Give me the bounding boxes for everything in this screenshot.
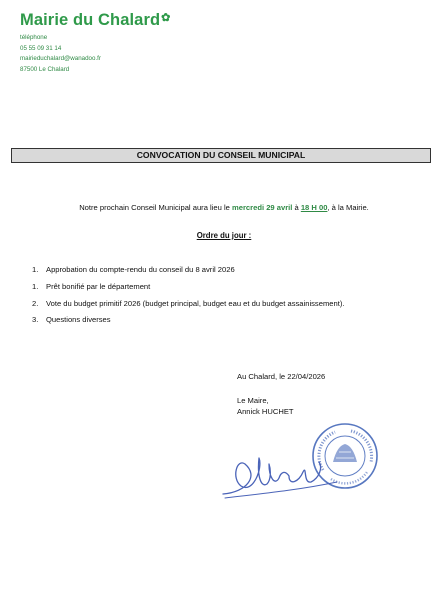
item-text: Approbation du compte-rendu du conseil du 8 avril 2026 [46,265,235,274]
item-number: 2. [32,298,39,308]
mairie-logo [20,11,170,30]
agenda-item [32,315,344,332]
handwritten-signature [219,448,344,504]
item-text: Vote du budget primitif 2026 (budget principal, budget eau et du budget assainissement). [46,298,345,308]
agenda-item [32,265,344,282]
agenda-heading: Ordre du jour : [196,231,252,240]
agenda-item [32,282,344,299]
brand-name: Mairie du Chalard [20,11,161,29]
agenda-item [32,299,344,316]
meeting-announcement [0,203,448,212]
email-address: mairieduchalard@wanadoo.fr [20,55,101,62]
meeting-time: 18 H 00 [300,203,328,212]
intro-end: , à la Mairie. [327,203,369,212]
agenda-list [32,265,344,332]
flower-icon: ✿ [161,12,171,24]
meeting-day: mercredi 29 avril [232,203,293,212]
item-number: 3. [32,315,39,325]
intro-text: Notre prochain Conseil Municipal aura lieu le [79,203,232,212]
postal-address: 87500 Le Chalard [20,65,70,73]
signatory-title: Le Maire, [237,396,269,405]
phone-label: téléphone [20,34,48,41]
title-banner: CONVOCATION DU CONSEIL MUNICIPAL [11,148,431,163]
item-number: 1. [32,281,39,291]
place-date: Au Chalard, le 22/04/2026 [237,372,326,381]
signatory-name: Annick HUCHET [237,407,294,416]
item-number: 1. [32,265,39,274]
intro-mid: à [292,203,301,212]
item-text: Prêt bonifié par le département [46,281,151,291]
letterhead [20,11,170,75]
phone-number: 05 55 09 31 14 [20,44,62,52]
item-text: Questions diverses [46,315,111,325]
